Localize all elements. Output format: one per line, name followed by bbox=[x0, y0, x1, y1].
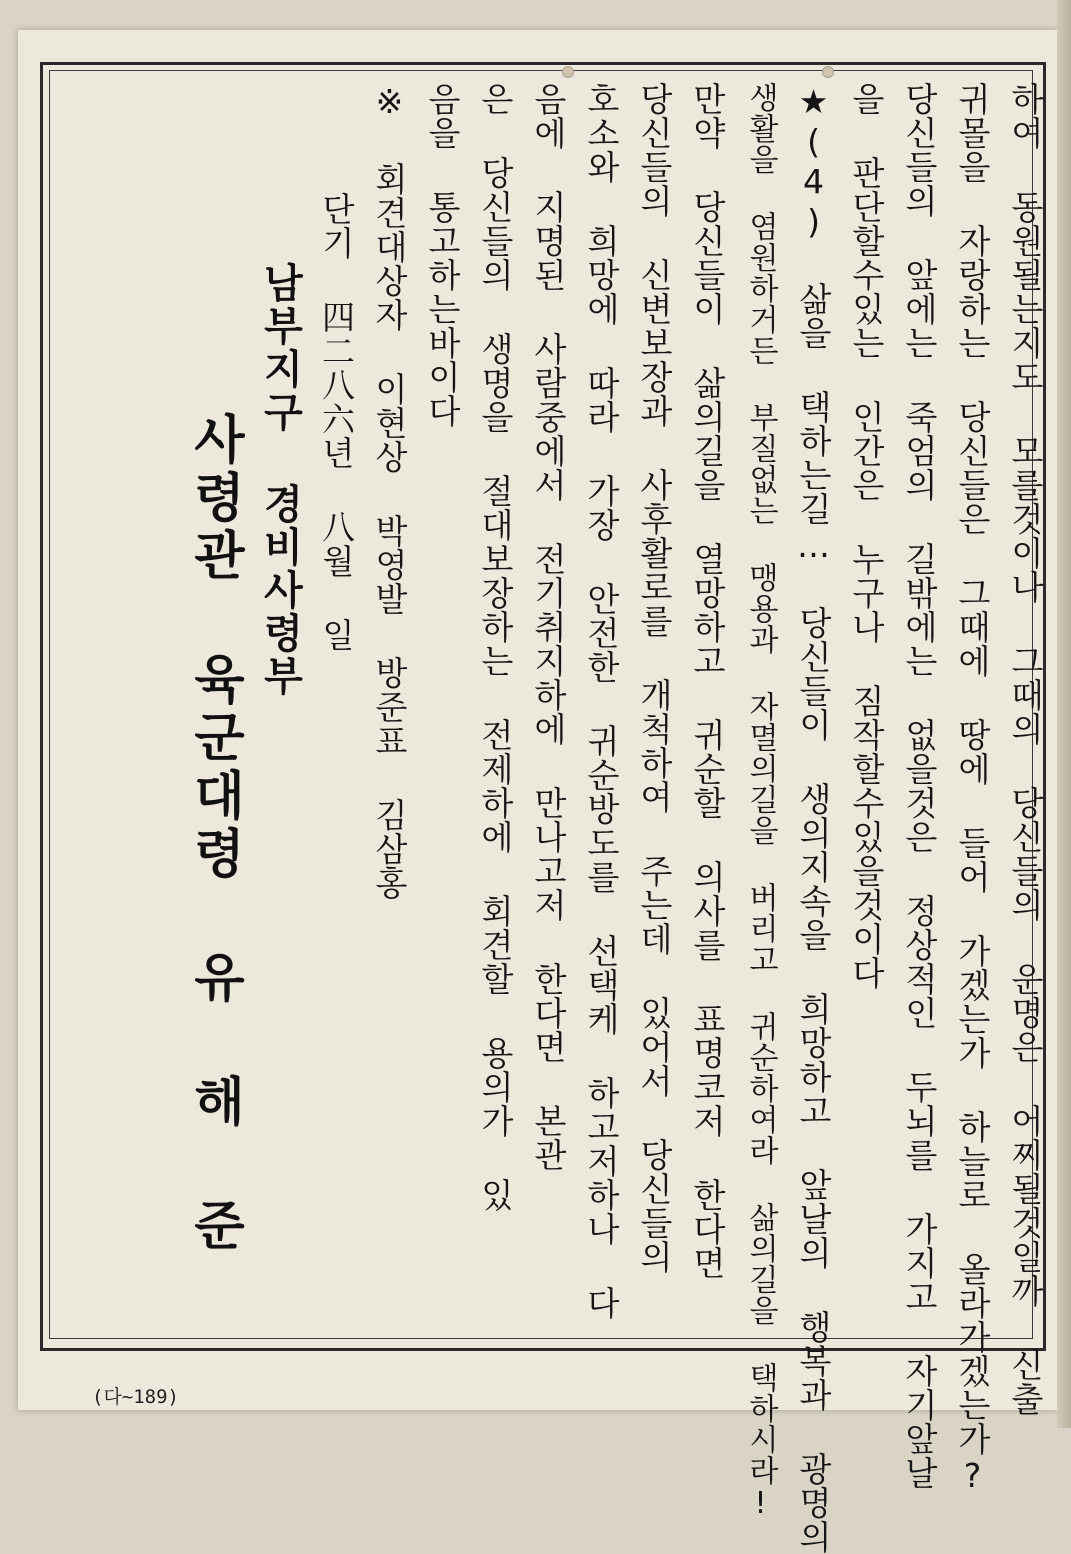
punch-hole bbox=[822, 66, 834, 78]
text-column: 당신들의 앞에는 죽엄의 길밖에는 없을것은 정상적인 두뇌를 가지고 자기앞날 bbox=[900, 82, 939, 1490]
text-column: 하여 동원될는지도 모를것이나 그때의 당신들의 운명은 어찌될것일까 신출 bbox=[1006, 82, 1045, 1416]
page-footer: (다~189) bbox=[92, 1386, 179, 1408]
commander-signature: 사령관 육군대령 유 해 준 bbox=[184, 412, 244, 1256]
text-column: 음을 통고하는바이다 bbox=[423, 82, 462, 428]
text-column: 음에 지명된 사람중에서 전기취지하에 만나고저 한다면 본관 bbox=[529, 82, 568, 1172]
interviewee-list: ※ 회견대상자 이현상 박영발 방준표 김삼홍 bbox=[370, 82, 409, 900]
text-column: 생활을 염원하거든 부질없는 맹용과 자멸의길을 버리고 귀순하여라 삶의길을 택하시라! bbox=[743, 82, 778, 1522]
punch-hole bbox=[562, 66, 574, 78]
date-line: 단기 四二八六년 八월 일 bbox=[317, 192, 356, 652]
text-column: 귀몰을 자랑하는 당신들은 그때에 땅에 들어 가겠는가 하늘로 올라가겠는가? bbox=[953, 82, 992, 1496]
page-edge bbox=[1057, 0, 1071, 1428]
text-column: 만약 당신들이 삶의길을 열망하고 귀순할 의사를 표명코저 한다면 bbox=[688, 82, 727, 1280]
text-column: 호소와 희망에 따라 가장 안전한 귀순방도를 선택케 하고저하나 다 bbox=[582, 82, 621, 1320]
text-column-section-4: ★(4) 삶을 택하는길… 당신들이 생의지속을 희망하고 앞날의 행복과 광명의 bbox=[794, 82, 833, 1554]
text-column: 은 당신들의 생명을 절대보장하는 전제하에 회견할 용의가 있 bbox=[476, 82, 515, 1212]
text-column: 을 판단할수있는 인간은 누구나 짐작할수있을것이다 bbox=[847, 82, 886, 990]
issuing-unit: 남부지구 경비사령부 bbox=[257, 262, 303, 698]
text-column: 당신들의 신변보장과 사후활로를 개척하여 주는데 있어서 당신들의 bbox=[635, 82, 674, 1274]
